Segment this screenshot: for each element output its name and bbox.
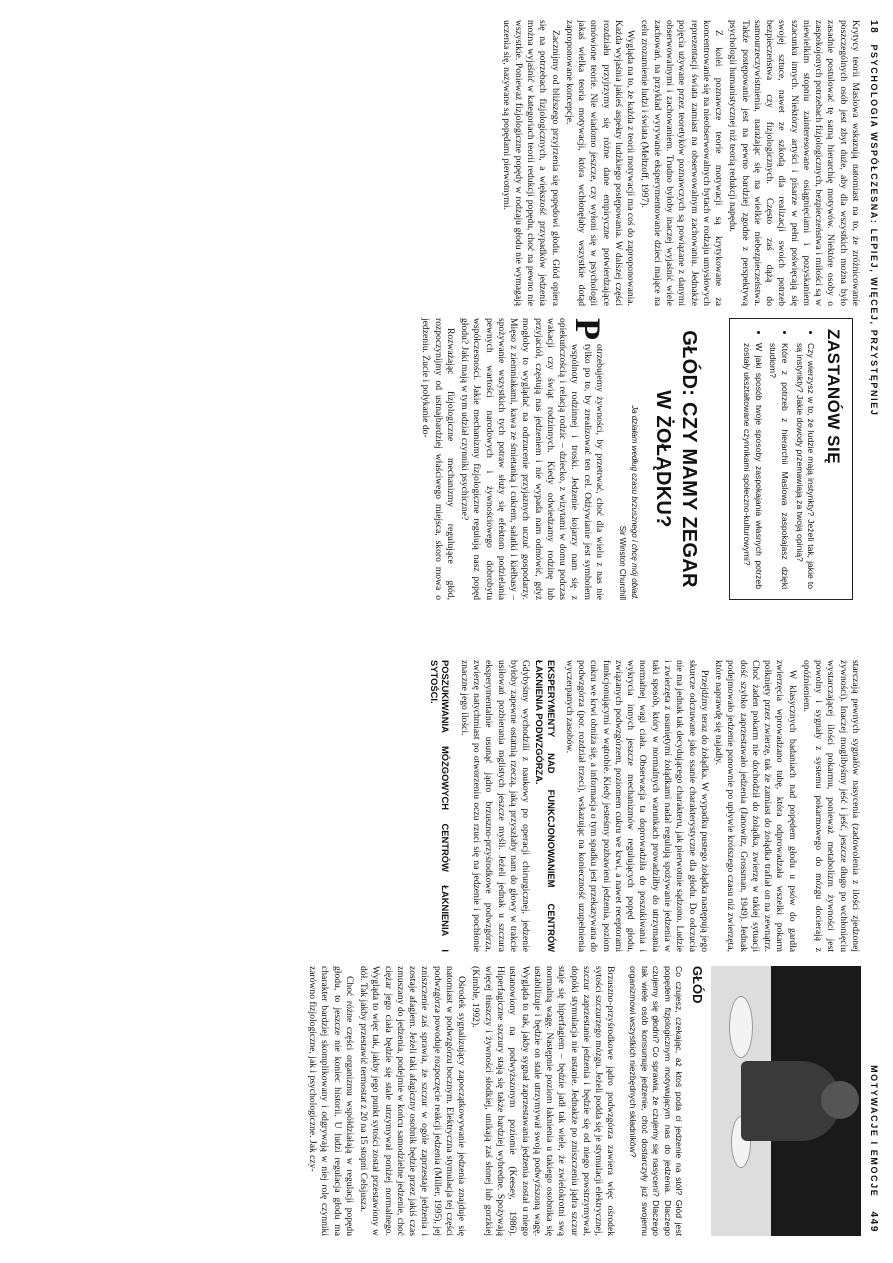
subheading: EKSPERYMENTY NAD FUNKCJONOWANIEM CENTRÓW ŁAKNIENIA PODWZGÓRZA.: [534, 660, 557, 952]
left-page: [0, 0, 893, 610]
page-number: 18: [868, 20, 879, 35]
paragraph: Przejdźmy teraz do żołądka. W wypadku pustego żołądka następują jego skurcze odczuwane jako ssanie charakterystyczne dla głodu. Do odczucia nie ma jednak tak decydującego charakteru, jak pierwotnie sądzono. Ludzie i zwierzęta z usuniętymi żołądkami nadal regulują spożywanie jedzenia w taki sposób, który w normalnych warunkach prowadziłby do utrzymania normalnej wagi ciała. Obserwacja ta doprowadziła do poszukiwania i wykrycia innych jeszcze mechanizmów regulujących popęd głodu, związanych podwzgórzem, poziomem cukru we krwi, a nawet receptorami funkcjonującymi w wątrobie. Kiedy jesteśmy pozbawieni jedzenia, poziom cukru we krwi obniża się, a informacja o tym spadku jest przekazywana do podwzgórza (por. rozdział trzeci), wskazując na konieczność uzupełnienia wyczerpanych zasobów.: [563, 660, 710, 952]
think-box-item: • Które z potrzeb z hierarchii Maslowa zaspokajasz dzięki studiom?: [767, 343, 790, 589]
paragraph: Krytycy teorii Maslowa wskazują natomiast na to, że zróżnicowanie poszczególnych osób jest zbyt duże, aby dla wszystkich można było zasadnie postulować tę samą hierarchię motywów. Niektóre osoby o zaspokojonych potrzebach fizjologicznych, bezpieczeństwa i miłości są w niewielkim stopniu zainteresowane osiągnięciami i pozyskaniem szacunku innych. Niektórzy artyści i pisarze w pełni poświęcają się swojej sztuce, nawet ze szkodą dla realizacji swoich potrzeb bezpieczeństwa czy fizjologicznych. Często zaś dążą do samourzeczywistnienia, narażając się na wielkie niebezpieczeństwa. Także postępowanie jest na pewno bardziej zgodne z perspektywą psychologii humanistycznej niż teorią redukcji napędu.: [727, 20, 861, 306]
head-shape: [821, 1081, 859, 1119]
paragraph: starczają pewnych sygnałów nasycenia (zadowolenia z ilości zjedzonej żywności). Inaczej moglibyśmy jeść i jeść, jeszcze długo po wchłonięciu wystarczającej ilości pokarmu, ponieważ metabolizm żywności jest powolny i sygnały z systemu pokarmowego do mózgu docierają z opóźnieniem.: [800, 660, 861, 952]
paragraph: Ośrodek sygnalizujący zapoczątkowywanie jedzenia znajduje się natomiast w podwzgórzu bocznym. Elektryczna stymulacja tej części podwzgórza powoduje rozpoczęcie reakcji jedzenia (Miller, 1995), jej zniszczenie zaś sprawia, że szczur w ogóle zaprzestaje jedzenia i zostaje afagiem. Jeżeli taki afagiczny osobnik będzie przez jakiś czas zmuszany do jedzenia, podejmie w końcu samodzielne jedzenie, choć ciężar jego ciała będzie się stale utrzymywał poniżej normalnego. Wygląda to więc tak, jakby jego punkt sytości został przestawiony w dół. Tak jakby przestawić termostat z 20 na 15 stopni Celsjusza.: [358, 966, 468, 1236]
left-column-2: [417, 318, 861, 600]
opening-paragraph: [458, 318, 609, 600]
running-head-left: [868, 20, 879, 416]
paragraph: W klasycznych badaniach nad popędem głodu u psów do gardła zwierzęcia wprowadzano tubę, która odprowadzała wszelki pokarm połknięty przez zwierzę, tak że zamiast do żołądka trafiał on na zewnątrz. Choć żaden pokarm nie dochodził do żołądka, zwierzę w takiej sytuacji dość szybko zaprzestawało jedzenia (Janowitz, Grossman, 1949). Jednak podejmowało jedzenie ponownie po upływie krótszego czasu niż zwierzęta, które naprawdę się najadły.: [713, 660, 798, 952]
think-box-item: • W jaki sposób twoje sposoby zaspokajania własnych potrzeb zostały ukształtowane czynnikami społeczno-kulturowymi?: [741, 343, 764, 589]
epigraph: Ja działam według czasu brzusznego i chcę mój obiad.: [630, 405, 640, 600]
photo-caption: Co czujesz, czekając, aż ktoś poda ci jedzenie na stół? Głód jest popędem fizjologicznym motywującym nas do jedzenia. Dlaczego czujemy się głodni? Co sprawia, że czujemy się nasyceni? Dlaczego tak wiele osób konsumuje jedzenie, choć dostarczyły już swojemu organizmowi wszystkich niezbędnych składników?: [628, 966, 685, 1236]
paragraph: Z kolei poznawcze teorie motywacji są krytykowane za koncentrowanie się na nieobserwowalnych bytach w rodzaju umysłowych reprezentacji świata zamiast na obserwowalnym zachowaniu. Jednakże pojęcia używane przez teoretyków poznawczych są powiązane z danymi obserwowalnymi i zachowaniem. Trudno byłoby inaczej wyjaśnić wiele zachowań, na przykład wyrywanie eksperymentowanie dzieci mające na celu zrozumienie ludzi i świata (Meltzoff, 1997).: [639, 20, 725, 306]
drop-cap: P: [568, 318, 609, 340]
epigraph-author: Sir Winston Churchill: [618, 525, 628, 600]
right-page: [0, 640, 893, 1263]
running-head-text: PSYCHOLOGIA WSPÓŁCZESNA: LEPIEJ, WIĘCEJ, PRZYSTĘPNIEJ: [869, 44, 879, 417]
paragraph: Gdybyśmy wychodzili z naukowy po operacji chirurgicznej, jedzenie byłoby zapewne ostatnią rzeczą, jaką przyszłaby nam do głowy w trakcie usiłowań pozbierania mglistych jeszcze myśli. Jeżeli jednak u szczura eksperymentalnie usunąć jądro brzuszno-przyśrodkowe podwzgórza, zwierzę natychmiast po otworzeniu oczu rzuci się na jedzenie i pochłonie znaczne jego ilości.: [458, 660, 532, 952]
subheading: POSZUKIWANIA MÓZGOWYCH CENTRÓW ŁAKNIENIA I SYTOŚCI.: [429, 660, 452, 952]
paragraph: Wygląda na to, że każda z teorii motywacji ma coś do zaproponowania. Każda wyjaśnia jakieś aspekty ludzkiego postępowania. W dalszej części rozdziału przyjrzymy się różne dane empiryczne potwierdzające omówione teorie. Nie wiadomo jeszcze, czy wyłoni się w psychologii jakaś wielka teoria motywacji, która wchłonęłaby wszystkie dotąd zaproponowane koncepcje.: [563, 20, 637, 306]
opening-paragraph-text: otrzebujemy żywności, by przetrwać, choć dla wielu z nas nie tylko po to, by zrealizować ten cel. Odżywianie jest symbolem wspólnoty rodzinnej i troski. Jedzenie kojarzy nam się z opiekuńczością i relacją rodzic – dziecko, z wizytami w domu podczas wakacji czy świąt rodzinnych. Kiedy odwiedzamy rodzinę lub przyjaciół, częstują nas jedzeniem i nie wypada nam odmówić, gdyż mogłoby to wyglądać na odrzucenie przyjaznych uczuć gospodarzy. Mięso z ziemniakami, kawa ze śmietanką i cukrem, sałatki i kiełbasy – spożywanie wszystkich tych potraw służy się efektom podzielania pewnych wartości narodowych i żywnościowego dobrobytu współczesności. Jakie mechanizmy fizjologiczne regulują nasz popęd głodu? Jaki mają w tym udział czynniki psychiczne?: [459, 318, 606, 600]
right-column-2: [304, 966, 861, 1236]
think-box-title: ZASTANÓW SIĘ: [824, 329, 843, 465]
dining-photo: [711, 966, 861, 1236]
paragraph: Zacznijmy od bliższego przyjrzenia się popędowi głodu. Głód opiera się na potrzebach fizjologicznych, a większość przypadków jedzenia można wyjaśnić w kategoriach teorii redukcji popędu, choć na pewno nie wszystkie. Ponieważ fizjologiczne popędy w rodzaju głodu nie wymagają uczenia się, nazywane są popędami pierwotnymi.: [500, 20, 561, 306]
paragraph: Brzuszno-przyśrodkowe jądro podwzgórza zawiera więc ośrodek sytości szczurzego mózgu. Jeżeli podda się je stymulacji elektrycznej, szczur zaprzestanie jedzenia i będzie się od niego powstrzymywał, dopóki stymulacja nie ustanie. Jednakże po zniszczeniu jądra szczur staje się hiperfagiem – będzie jadł tak wiele, że zwielokrotni swą normalną wagę. Następnie poziom łaknienia u takiego osobnika się ustabilizuje i będzie on stale utrzymywał swoją podwyższoną wagę. Wygląda to tak, jakby sygnał zaprzestawania jedzenia został u niego ustanowiony na podwyższonym poziomie (Keesey, 1986). Hiperfagiczne szczury stają się także bardziej wybredne. Spożywają więcej tłuszczy i żywności słodkiej, unikają zaś słonej lub gorzkiej (Kimble, 1992).: [470, 966, 617, 1236]
think-box: [729, 318, 853, 600]
paragraph: Choć różne części organizmu współdziałają w regulacji popędu głodu, to jeszcze nie koniec historii. U ludzi regulacja głodu ma charakter bardziej skomplikowany i odgrywają w niej rolę czynniki zarówno fizjologiczne, jak i psychologiczne. Jak czy-: [307, 966, 355, 1236]
photo-caption-title: GŁÓD: [690, 966, 705, 1004]
running-head-right: [868, 1065, 879, 1233]
page-number: 449: [868, 1211, 879, 1233]
section-title: GŁÓD: CZY MAMY ZEGAR W ŻOŁĄDKU?: [652, 330, 700, 588]
think-box-item: • Czy wierzysz w to, że ludzie mają instynkty? Jeżeli tak, jakie to są instynkty? Jakie dowody przemawiają za twoją opinią?: [793, 343, 816, 589]
left-column-1: [497, 20, 861, 306]
think-box-list: [741, 329, 817, 589]
right-column-1: [426, 660, 861, 952]
running-head-text: MOTYWACJE I EMOCJE: [869, 1065, 879, 1198]
paragraph: Rozważając fizjologiczne mechanizmy regulujące głód, rozpoczynijmy od ustnajbardziej właściwego miejsca, skoro mowa o jedzeniu. Żucie i połykanie do-: [420, 318, 456, 600]
plate-shape: [729, 996, 753, 1058]
